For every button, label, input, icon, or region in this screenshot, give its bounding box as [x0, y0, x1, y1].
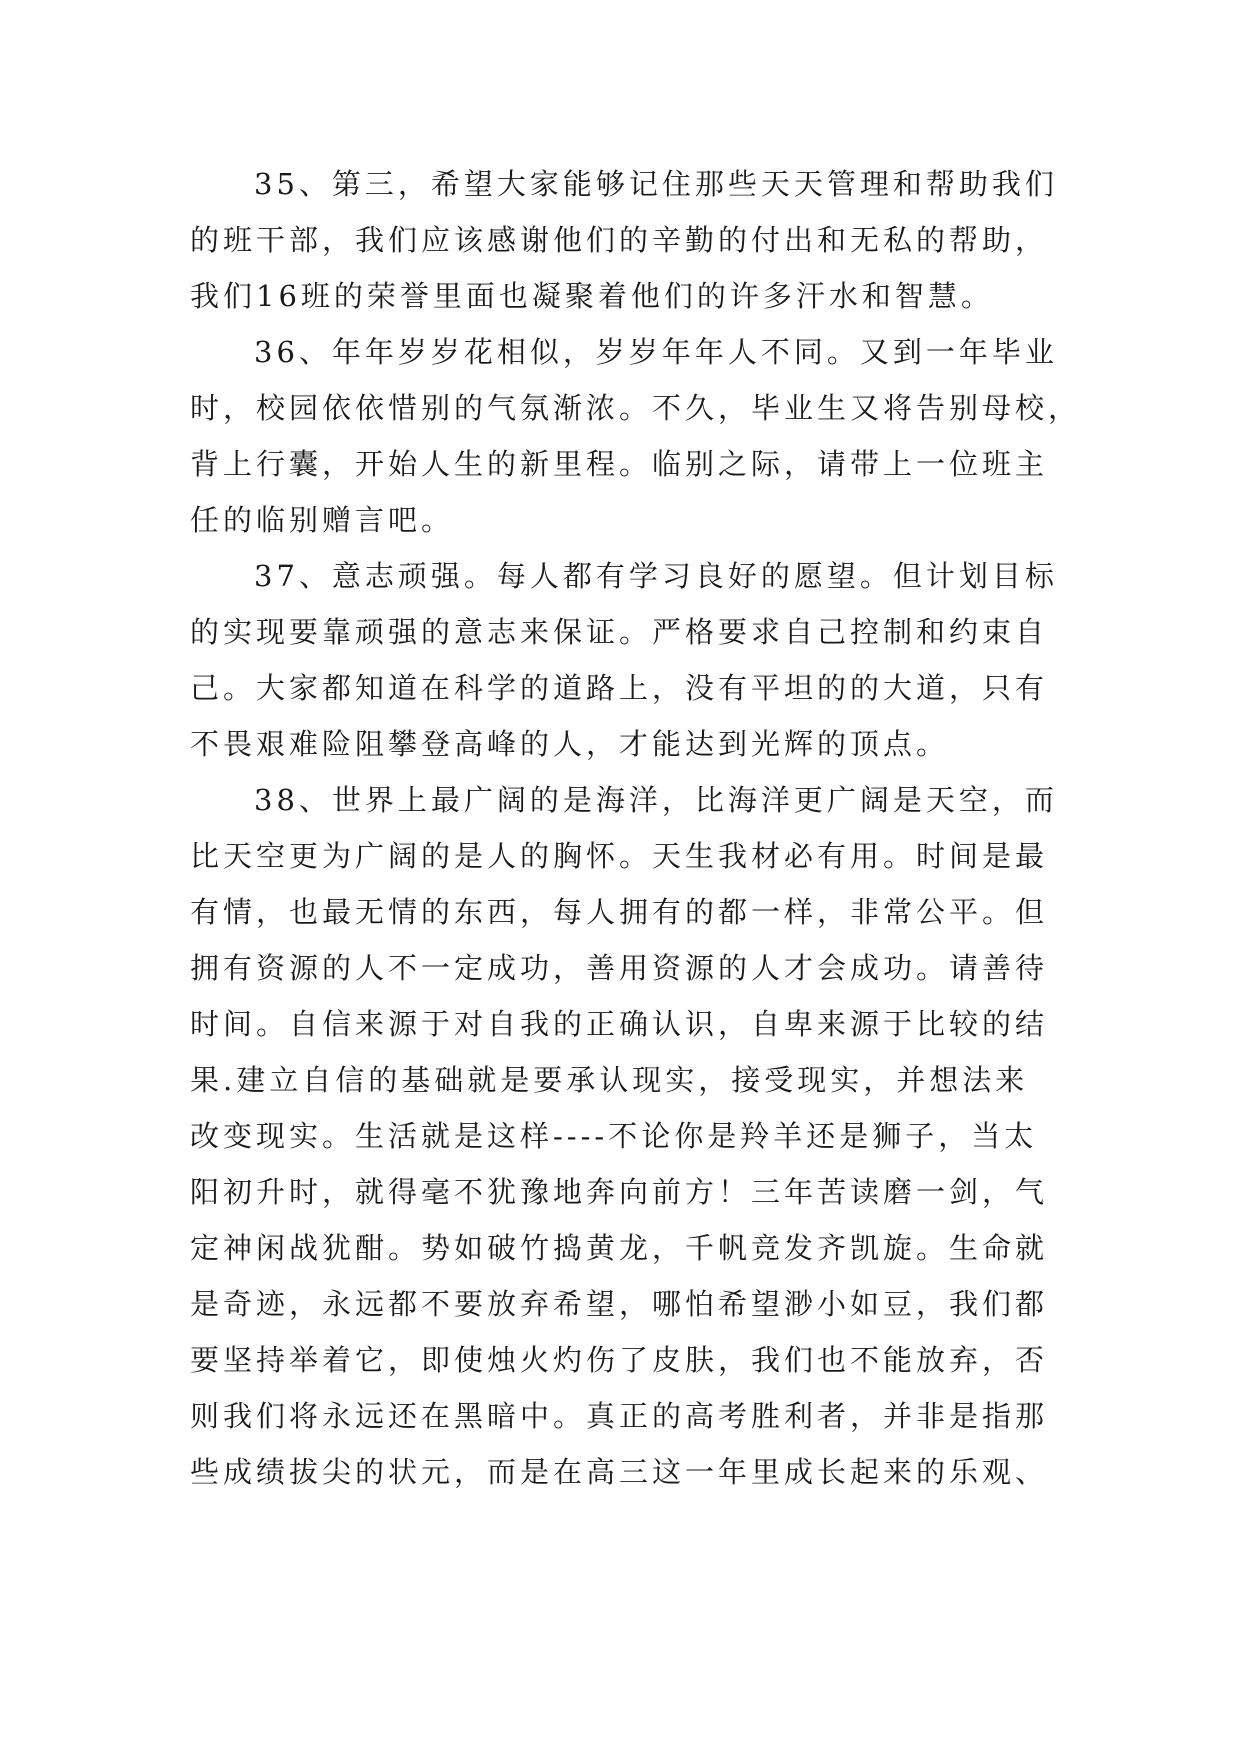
paragraph-line: 要坚持举着它，即使烛火灼伤了皮肤，我们也不能放弃，否: [190, 1343, 1049, 1377]
document-body: [190, 156, 1082, 1500]
paragraph-line: 时间。自信来源于对自我的正确认识，自卑来源于比较的结: [190, 1007, 1049, 1041]
paragraph-line: 则我们将永远还在黑暗中。真正的高考胜利者，并非是指那: [190, 1399, 1049, 1433]
paragraph-35: [190, 156, 1060, 324]
paragraph-38: [190, 772, 1060, 1500]
paragraph-37: [190, 548, 1060, 772]
paragraph-line: 有情，也最无情的东西，每人拥有的都一样，非常公平。但: [190, 895, 1049, 929]
paragraph-line: 38、世界上最广阔的是海洋，比海洋更广阔是天空，而: [254, 783, 1058, 817]
paragraph-line: 比天空更为广阔的是人的胸怀。天生我材必有用。时间是最: [190, 839, 1049, 873]
paragraph-line: 的实现要靠顽强的意志来保证。严格要求自己控制和约束自: [190, 615, 1049, 649]
paragraph-line: 不畏艰难险阻攀登高峰的人，才能达到光辉的顶点。: [190, 727, 950, 761]
paragraph-line: 35、第三，希望大家能够记住那些天天管理和帮助我们: [254, 167, 1058, 201]
paragraph-line: 改变现实。生活就是这样----不论你是羚羊还是狮子，当太: [190, 1119, 1038, 1153]
paragraph-line: 定神闲战犹酣。势如破竹捣黄龙，千帆竞发齐凯旋。生命就: [190, 1231, 1049, 1265]
paragraph-line: 37、意志顽强。每人都有学习良好的愿望。但计划目标: [254, 559, 1058, 593]
paragraph-line: 是奇迹，永远都不要放弃希望，哪怕希望渺小如豆，我们都: [190, 1287, 1049, 1321]
paragraph-line: 果.建立自信的基础就是要承认现实，接受现实，并想法来: [190, 1063, 1029, 1097]
paragraph-line: 己。大家都知道在科学的道路上，没有平坦的的大道，只有: [190, 671, 1049, 705]
paragraph-line: 拥有资源的人不一定成功，善用资源的人才会成功。请善待: [190, 951, 1049, 985]
paragraph-line: 的班干部，我们应该感谢他们的辛勤的付出和无私的帮助，: [190, 223, 1049, 257]
paragraph-line: 背上行囊，开始人生的新里程。临别之际，请带上一位班主: [190, 447, 1049, 481]
paragraph-line: 阳初升时，就得毫不犹豫地奔向前方！三年苦读磨一剑，气: [190, 1175, 1049, 1209]
paragraph-36: [190, 324, 1082, 548]
paragraph-line: 36、年年岁岁花相似，岁岁年年人不同。又到一年毕业: [254, 335, 1058, 369]
paragraph-line: 我们16班的荣誉里面也凝聚着他们的许多汗水和智慧。: [190, 279, 994, 313]
paragraph-line: 时，校园依依惜别的气氛渐浓。不久，毕业生又将告别母校，: [190, 391, 1082, 425]
paragraph-line: 些成绩拔尖的状元，而是在高三这一年里成长起来的乐观、: [190, 1455, 1049, 1489]
paragraph-line: 任的临别赠言吧。: [190, 503, 455, 537]
